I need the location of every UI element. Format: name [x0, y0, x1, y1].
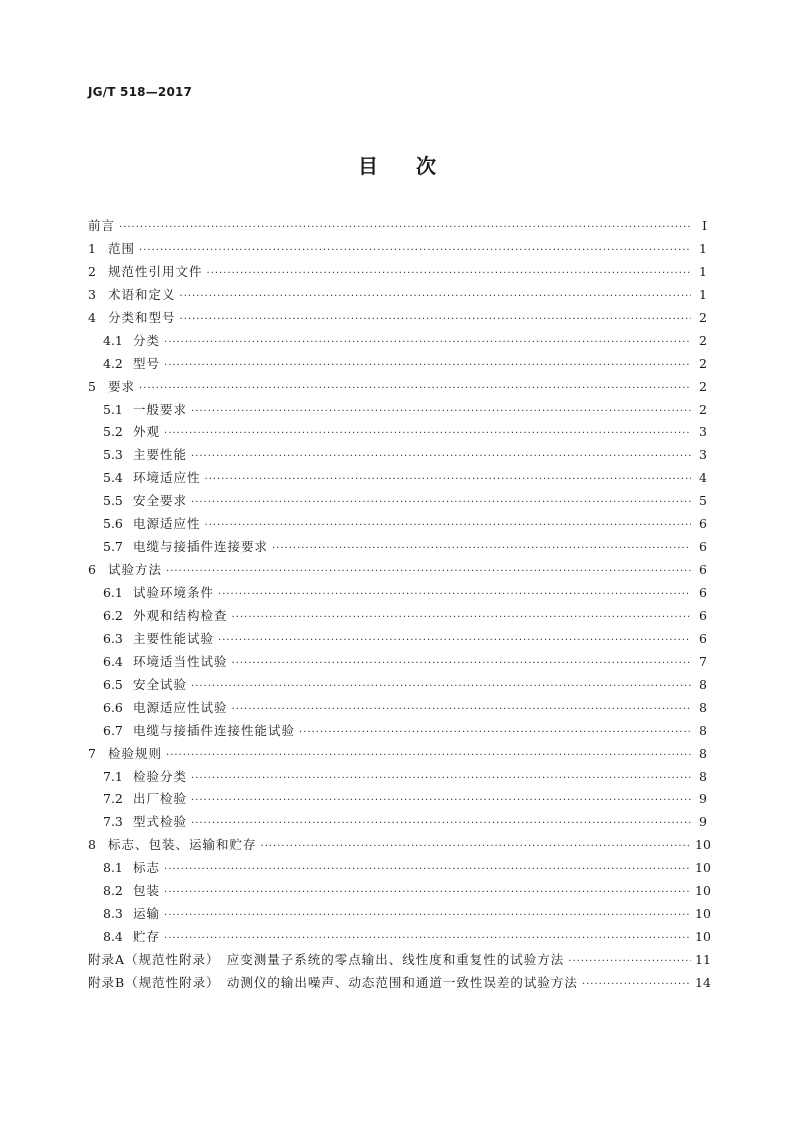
toc-entry-page: 3: [699, 447, 707, 463]
toc-leader-dots: [139, 241, 691, 261]
toc-entry-label: 型号: [133, 355, 161, 371]
toc-leader-dots: [166, 562, 691, 582]
toc-leader-dots: [164, 860, 691, 880]
toc-entry-label: 环境适当性试验: [133, 653, 228, 669]
toc-entry[interactable]: [88, 583, 707, 605]
toc-entry-label: 标志: [133, 860, 161, 876]
toc-entry-page: 3: [699, 424, 707, 440]
toc-entry[interactable]: [88, 812, 707, 834]
toc-entry[interactable]: [88, 927, 711, 949]
toc-leader-dots: [218, 631, 691, 651]
toc-entry[interactable]: [88, 789, 707, 811]
toc-entry[interactable]: [88, 285, 707, 307]
toc-entry[interactable]: [88, 675, 707, 697]
toc-entry-label: 贮存: [133, 929, 161, 945]
toc-entry[interactable]: [88, 950, 711, 972]
toc-entry[interactable]: [88, 262, 707, 284]
toc-leader-dots: [164, 929, 691, 949]
toc-entry-page: 6: [699, 539, 707, 555]
toc-entry[interactable]: [88, 216, 707, 238]
toc-entry-page: 11: [695, 952, 711, 967]
toc-entry-label: 分类: [133, 332, 161, 348]
toc-entry-page: 8: [699, 722, 707, 738]
toc-entry-label: 型式检验: [133, 814, 188, 830]
toc-entry-label: 包装: [133, 883, 161, 899]
toc-entry-label: 标志、包装、运输和贮存: [108, 837, 257, 853]
toc-leader-dots: [119, 218, 691, 238]
toc-entry-number: 6.5: [103, 676, 123, 692]
toc-entry[interactable]: [88, 537, 707, 559]
toc-entry-label: 电源适应性试验: [133, 699, 228, 715]
toc-entry-page: 10: [695, 906, 711, 922]
toc-entry-page: 9: [699, 814, 707, 830]
toc-entry[interactable]: [88, 422, 707, 444]
toc-entry-label: 附录A（规范性附录） 应变测量子系统的零点输出、线性度和重复性的试验方法: [88, 952, 565, 967]
toc-entry[interactable]: [88, 698, 707, 720]
toc-leader-dots: [232, 654, 691, 674]
toc-entry-label: 要求: [108, 378, 136, 394]
toc-entry-page: 6: [699, 630, 707, 646]
toc-entry[interactable]: [88, 767, 707, 789]
standard-code: JG/T 518—2017: [88, 85, 193, 99]
toc-entry-label: 环境适应性: [133, 470, 201, 486]
toc-entry-page: 6: [699, 516, 707, 532]
toc-leader-dots: [164, 424, 691, 444]
toc-entry-label: 电缆与接插件连接性能试验: [133, 722, 296, 738]
toc-entry[interactable]: [88, 606, 707, 628]
toc-entry[interactable]: [88, 652, 707, 674]
toc-entry-number: 5.6: [103, 516, 123, 532]
toc-entry-page: 8: [699, 768, 707, 784]
toc-entry[interactable]: [88, 514, 707, 536]
toc-entry-page: 8: [699, 699, 707, 715]
toc-entry-page: 2: [699, 332, 707, 348]
table-of-contents: [88, 216, 711, 996]
toc-entry-page: 10: [695, 837, 711, 853]
toc-entry-page: 1: [699, 240, 707, 256]
toc-entry-label: 试验环境条件: [133, 585, 215, 600]
toc-entry-number: 8.4: [103, 929, 123, 945]
toc-leader-dots: [191, 769, 691, 789]
toc-entry-label: 外观和结构检查: [133, 607, 228, 623]
toc-leader-dots: [205, 516, 691, 536]
toc-entry[interactable]: [88, 445, 707, 467]
toc-entry-number: 5.7: [103, 539, 123, 555]
toc-entry[interactable]: [88, 881, 711, 903]
toc-entry-label: 分类和型号: [108, 309, 176, 325]
toc-entry-label: 附录B（规范性附录） 动测仪的输出噪声、动态范围和通道一致性误差的试验方法: [88, 974, 578, 990]
toc-entry[interactable]: [88, 858, 711, 880]
toc-leader-dots: [191, 814, 691, 834]
toc-leader-dots: [299, 723, 691, 743]
toc-entry-page: 4: [699, 470, 707, 486]
toc-entry-label: 运输: [133, 906, 161, 922]
toc-entry-page: 1: [699, 286, 707, 302]
toc-entry-number: 6: [88, 562, 96, 578]
toc-leader-dots: [191, 447, 691, 467]
toc-leader-dots: [272, 539, 691, 559]
toc-leader-dots: [218, 585, 691, 605]
page-title: 目次: [358, 154, 474, 178]
toc-leader-dots: [164, 906, 691, 926]
toc-entry-number: 3: [88, 286, 96, 302]
toc-entry-page: 2: [699, 378, 707, 394]
toc-entry-page: 2: [699, 309, 707, 325]
toc-entry[interactable]: [88, 744, 707, 766]
toc-entry-number: 7.3: [103, 814, 123, 830]
toc-entry-label: 检验分类: [133, 768, 188, 784]
toc-entry[interactable]: [88, 491, 707, 513]
toc-entry-page: 10: [695, 883, 711, 899]
toc-leader-dots: [232, 608, 691, 628]
toc-entry-label: 范围: [108, 240, 136, 256]
toc-leader-dots: [139, 379, 691, 399]
toc-entry-label: 主要性能: [133, 447, 188, 463]
toc-entry[interactable]: [88, 239, 707, 261]
toc-entry-label: 出厂检验: [133, 791, 188, 807]
toc-entry[interactable]: [88, 308, 707, 330]
toc-leader-dots: [232, 700, 691, 720]
toc-entry-label: 电源适应性: [133, 516, 201, 532]
toc-entry-page: 8: [699, 745, 707, 761]
toc-entry[interactable]: [88, 331, 707, 353]
toc-leader-dots: [582, 975, 691, 995]
toc-entry-number: 1: [88, 240, 96, 256]
toc-entry-number: 5.4: [103, 470, 123, 486]
toc-entry[interactable]: [88, 973, 711, 995]
toc-entry-page: 1: [699, 263, 707, 279]
toc-entry-label: 一般要求: [133, 401, 188, 417]
toc-entry-number: 6.2: [103, 607, 123, 623]
toc-entry-number: 6.1: [103, 585, 123, 600]
toc-leader-dots: [191, 402, 691, 422]
toc-entry-label: 规范性引用文件: [108, 263, 203, 279]
toc-entry-page: 9: [699, 791, 707, 807]
toc-entry-page: 6: [699, 607, 707, 623]
toc-entry-number: 8.2: [103, 883, 123, 899]
toc-leader-dots: [166, 746, 691, 766]
toc-entry[interactable]: [88, 354, 707, 376]
toc-entry-page: 5: [699, 493, 707, 509]
toc-leader-dots: [207, 264, 691, 284]
toc-leader-dots: [191, 677, 691, 697]
toc-leader-dots: [191, 493, 691, 513]
toc-leader-dots: [180, 310, 691, 330]
toc-entry-number: 6.7: [103, 722, 123, 738]
toc-entry-label: 主要性能试验: [133, 630, 215, 646]
toc-leader-dots: [164, 356, 691, 376]
toc-entry-page: 7: [699, 653, 707, 669]
toc-entry-page: 2: [699, 355, 707, 371]
toc-entry-number: 7: [88, 745, 96, 761]
toc-entry-page: 8: [699, 676, 707, 692]
toc-entry-number: 4.1: [103, 332, 123, 348]
toc-leader-dots: [164, 333, 691, 353]
toc-entry-page: Ⅰ: [702, 218, 707, 233]
toc-entry-page: 14: [695, 974, 711, 990]
toc-entry[interactable]: [88, 560, 707, 582]
toc-entry[interactable]: [88, 835, 711, 857]
toc-entry[interactable]: [88, 629, 707, 651]
toc-entry-label: 前言: [88, 218, 116, 233]
toc-entry-number: 2: [88, 263, 96, 279]
toc-leader-dots: [191, 791, 691, 811]
toc-entry-number: 6.4: [103, 653, 123, 669]
toc-entry-page: 10: [695, 860, 711, 876]
toc-entry-label: 电缆与接插件连接要求: [133, 539, 269, 555]
toc-entry-number: 5.1: [103, 401, 123, 417]
toc-leader-dots: [180, 287, 691, 307]
toc-entry-number: 7.2: [103, 791, 123, 807]
toc-entry-number: 5.5: [103, 493, 123, 509]
toc-entry-number: 7.1: [103, 768, 123, 784]
toc-entry-page: 6: [699, 585, 707, 600]
toc-entry-number: 8.1: [103, 860, 123, 876]
toc-entry-page: 6: [699, 562, 707, 578]
toc-entry-number: 5: [88, 378, 96, 394]
toc-entry-page: 2: [699, 401, 707, 417]
toc-entry-number: 6.3: [103, 630, 123, 646]
toc-entry-label: 术语和定义: [108, 286, 176, 302]
toc-leader-dots: [568, 952, 691, 972]
toc-leader-dots: [261, 837, 691, 857]
toc-entry-number: 4: [88, 309, 96, 325]
toc-entry-number: 5.3: [103, 447, 123, 463]
toc-entry-label: 试验方法: [108, 562, 163, 578]
toc-entry-number: 4.2: [103, 355, 123, 371]
toc-entry[interactable]: [88, 400, 707, 422]
toc-entry-number: 6.6: [103, 699, 123, 715]
toc-entry-label: 安全要求: [133, 493, 188, 509]
toc-entry-number: 8.3: [103, 906, 123, 922]
toc-entry[interactable]: [88, 904, 711, 926]
toc-entry-number: 5.2: [103, 424, 123, 440]
toc-entry[interactable]: [88, 721, 707, 743]
toc-entry[interactable]: [88, 377, 707, 399]
toc-entry-label: 安全试验: [133, 676, 188, 692]
toc-leader-dots: [205, 470, 691, 490]
toc-entry[interactable]: [88, 468, 707, 490]
toc-entry-label: 检验规则: [108, 745, 163, 761]
toc-leader-dots: [164, 883, 691, 903]
toc-entry-page: 10: [695, 929, 711, 945]
toc-entry-label: 外观: [133, 424, 161, 440]
toc-entry-number: 8: [88, 837, 96, 853]
